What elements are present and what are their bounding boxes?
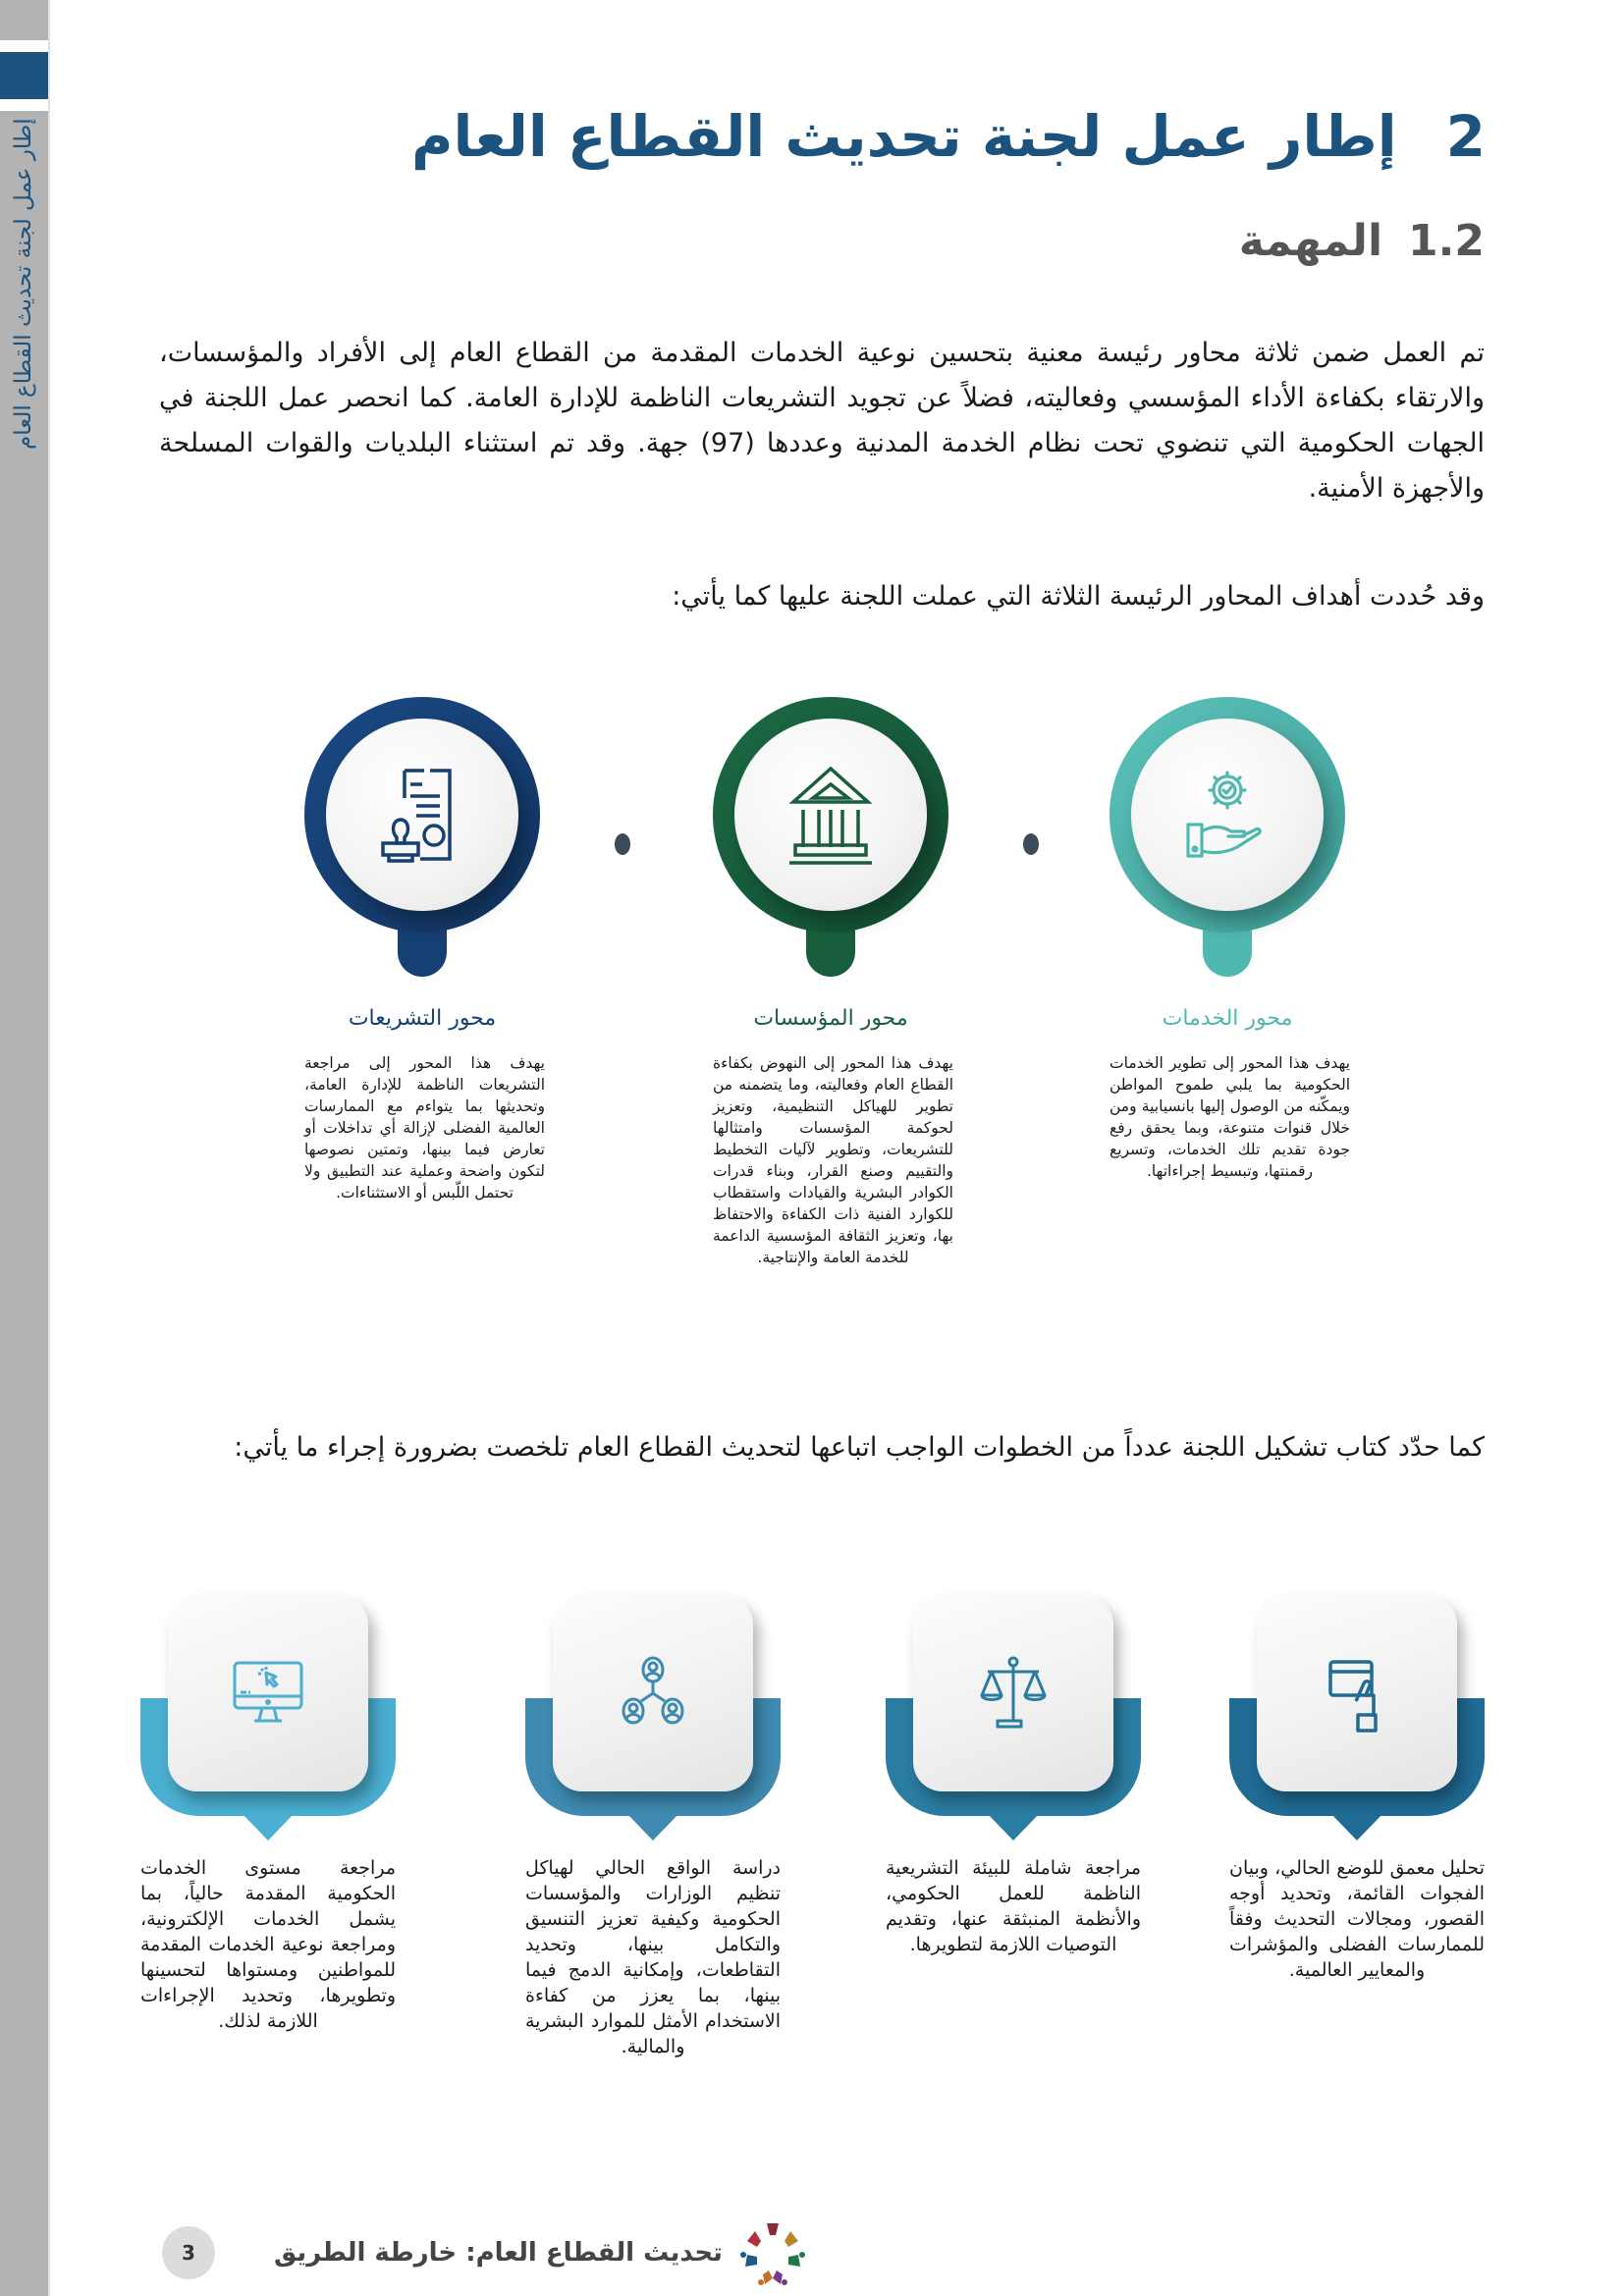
sidebar-divider <box>0 99 48 111</box>
step-icon-card <box>553 1595 753 1791</box>
axis-title: محور التشريعات <box>348 1006 497 1031</box>
page-title <box>411 103 1485 170</box>
axis-description: يهدف هذا المحور إلى النهوض بكفاءة القطاع العام وفعاليته، وما يتضمنه من تطوير للهياكل التنظيمية، وتعزيز لحوكمة المؤسسات وامتثالها للتشريعات، وتطوير لآليات التخطيط والتقييم وصنع القرار، وبناء قدرات الكوادر البشرية والقيادات واستقطاب للكوارد الفنية ذات الكفاءة والاحتفاظ بها، وتعزيز الثقافة المؤسسية الداعمة للخدمة العامة والإنتاجية. <box>713 1054 953 1266</box>
intro-paragraph: تم العمل ضمن ثلاثة محاور رئيسة معنية بتحسين نوعية الخدمات المقدمة من القطاع العام إلى الأفراد والمؤسسات، والارتقاء بكفاءة الأداء المؤسسي وفعاليته، فضلاً عن تجويد التشريعات الناظمة للإدارة العامة. كما انحصر عمل اللجنة في الجهات الحكومية التي تنضوي تحت نظام الخدمة المدنية وعددها (97) جهة. وقد تم استثناء البلديات والقوات المسلحة والأجهزة الأمنية. <box>159 338 1485 504</box>
step-description: مراجعة مستوى الخدمات الحكومية المقدمة حالياً، بما يشمل الخدمات الإلكترونية، ومراجعة نوعية الخدمات المقدمة للمواطنين ومستواها لتحسينها وتطويرها، وتحديد الإجراءات اللازمة لذلك. <box>140 1857 396 2032</box>
sidebar-accent-block <box>0 52 48 99</box>
section-number: 2 <box>1445 103 1485 170</box>
section-title: إطار عمل لجنة تحديث القطاع العام <box>411 103 1397 170</box>
step-description: تحليل معمق للوضع الحالي، وبيان الفجوات القائمة، وتحديد أوجه القصور، ومجالات التحديث وفقاً للممارسات الفضلى والمؤشرات والمعايير العالمية. <box>1229 1857 1485 1981</box>
pin-marker <box>304 697 540 991</box>
sidebar-section-label: إطار عمل لجنة تحديث القطاع العام <box>11 118 36 450</box>
step-pointer <box>242 1813 295 1841</box>
step-icon-card <box>1257 1595 1457 1791</box>
pin-disc <box>326 719 518 911</box>
page-number: 3 <box>162 2226 215 2279</box>
step-icon-card <box>913 1595 1113 1791</box>
connected-people-icon <box>614 1654 692 1733</box>
step-pointer <box>626 1813 679 1841</box>
axis-title: محور المؤسسات <box>753 1006 908 1031</box>
step-description: مراجعة شاملة للبيئة التشريعية الناظمة للعمل الحكومي، والأنظمة المنبثقة عنها، وتقديم التوصيات اللازمة لتطويرها. <box>886 1857 1141 1955</box>
computer-click-icon <box>229 1659 307 1728</box>
modernization-logo-icon <box>740 2220 805 2285</box>
connector-dot <box>1023 833 1039 855</box>
subsection-number: 1.2 <box>1408 216 1485 266</box>
sidebar-edge <box>48 0 50 2296</box>
subsection-label: المهمة <box>1238 216 1383 266</box>
step-icon-card <box>168 1595 368 1791</box>
pin-disc <box>1131 719 1324 911</box>
footer-title: تحديث القطاع العام: خارطة الطريق <box>274 2238 723 2268</box>
axes-lead-paragraph: وقد حُددت أهداف المحاور الرئيسة الثلاثة التي عملت اللجنة عليها كما يأتي: <box>672 581 1485 612</box>
sidebar-divider <box>0 40 48 52</box>
connector-dot <box>615 833 630 855</box>
pin-marker <box>1110 697 1345 991</box>
steps-lead-paragraph: كما حدّد كتاب تشكيل اللجنة عدداً من الخطوات الواجب اتباعها لتحديث القطاع العام تلخصت بضرورة إجراء ما يأتي: <box>234 1432 1485 1463</box>
page-footer <box>162 2220 805 2285</box>
scales-of-justice-icon <box>974 1654 1053 1733</box>
institution-building-icon <box>782 761 880 869</box>
hand-gear-check-icon <box>1173 761 1281 869</box>
step-description: دراسة الواقع الحالي لهياكل تنظيم الوزارات والمؤسسات الحكومية وكيفية تعزيز التنسيق والتكامل بينها، وتحديد التقاطعات، وإمكانية الدمج فيما بينها، بما يعزز من كفاءة الاستخدام الأمثل للموارد البشرية والمالية. <box>525 1857 781 2057</box>
document-stamp-icon <box>373 761 471 869</box>
axis-description: يهدف هذا المحور إلى تطوير الخدمات الحكومية بما يلبي طموح المواطن ويمكّنه من الوصول إليها بانسيابية ومن خلال قنوات متنوعة، وبما يحقق رفع جودة تقديم تلك الخدمات، وتسريع رقمنتها، وتبسيط إجراءاتها. <box>1110 1054 1350 1180</box>
axis-description: يهدف هذا المحور إلى مراجعة التشريعات الناظمة للإدارة العامة، وتحديثها بما يتواءم مع الممارسات العالمية الفضلى لإزالة أي تداخلات أو تعارض فيما بينها، وتمتين نصوصها لتكون واضحة وعملية عند التطبيق ولا تحتمل اللّبس أو الاستثناءات. <box>304 1054 545 1201</box>
step-pointer <box>987 1813 1040 1841</box>
card-in-hand-icon <box>1323 1654 1391 1733</box>
pin-marker <box>713 697 948 991</box>
subsection-title <box>1239 216 1485 266</box>
axis-title: محور الخدمات <box>1162 1006 1293 1031</box>
pin-disc <box>734 719 927 911</box>
step-pointer <box>1330 1813 1383 1841</box>
